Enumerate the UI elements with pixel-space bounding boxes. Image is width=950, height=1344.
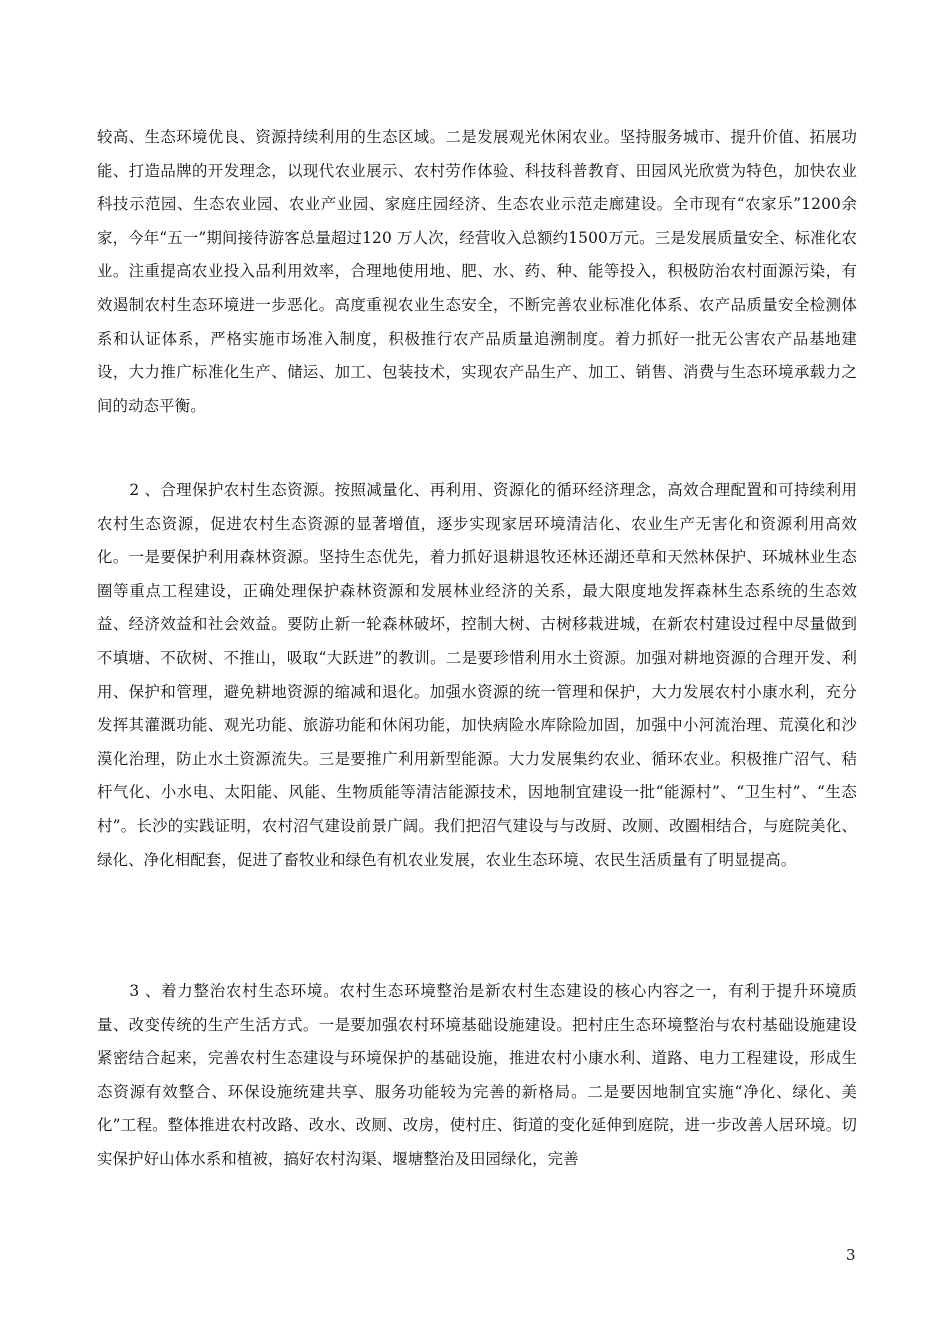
paragraph-section-2: 2 、合理保护农村生态资源。按照减量化、再利用、资源化的循环经济理念，高效合理配置和可持续利用农村生态资源，促进农村生态资源的显著增值，逐步实现家居环境清洁化、农业生产无害化和资源利用高效化。一是要保护利用森林资源。坚持生态优先，着力抓好退耕退牧还林还湖还草和天然林保护、环城林业生态圈等重点工程建设，正确处理保护森林资源和发展林业经济的关系，最大限度地发挥森林生态系统的生态效益、经济效益和社会效益。要防止新一轮森林破坏，控制大树、古树移栽进城，在新农村建设过程中尽量做到不填塘、不砍树、不推山，吸取“大跃进”的教训。二是要珍惜利用水土资源。加强对耕地资源的合理开发、利用、保护和管理，避免耕地资源的缩减和退化。加强水资源的统一管理和保护，大力发展农村小康水利，充分发挥其灌溉功能、观光功能、旅游功能和休闲功能，加快病险水库除险加固，加强中小河流治理、荒漠化和沙漠化治理，防止水土资源流失。三是要推广利用新型能源。大力发展集约农业、循环农业。积极推广沼气、秸杆气化、小水电、太阳能、风能、生物质能等清洁能源技术，因地制宜建设一批“能源村”、“卫生村”、“生态村”。长沙的实践证明，农村沼气建设前景广阔。我们把沼气建设与与改厨、改厕、改圈相结合，与庭院美化、绿化、净化相配套，促进了畜牧业和绿色有机农业发展，农业生态环境、农民生活质量有了明显提高。 [97, 481, 857, 869]
paragraph-section-3: 3 、着力整治农村生态环境。农村生态环境整治是新农村生态建设的核心内容之一，有利于提升环境质量、改变传统的生产生活方式。一是要加强农村环境基础设施建设。把村庄生态环境整治与农村基础设施建设紧密结合起来，完善农村生态建设与环境保护的基础设施，推进农村小康水利、道路、电力工程建设，形成生态资源有效整合、环保设施统建共享、服务功能较为完善的新格局。二是要因地制宜实施“净化、绿化、美化”工程。整体推进农村改路、改水、改厕、改房，使村庄、街道的变化延伸到庭院，进一步改善人居环境。切实保护好山体水系和植被，搞好农村沟渠、堰塘整治及田园绿化，完善 [97, 982, 857, 1168]
paragraph-continued-text: 较高、生态环境优良、资源持续利用的生态区域。二是发展观光休闲农业。坚持服务城市、提升价值、拓展功能、打造品牌的开发理念，以现代农业展示、农村劳作体验、科技科普教育、田园风光欣赏为特色，加快农业科技示范园、生态农业园、农业产业园、家庭庄园经济、生态农业示范走廊建设。全市现有“农家乐”1200余家，今年“五一”期间接待游客总量超过120 万人次，经营收入总额约1500万元。三是发展质量安全、标准化农业。注重提高农业投入品利用效率，合理地使用地、肥、水、药、种、能等投入，积极防治农村面源污染，有效遏制农村生态环境进一步恶化。高度重视农业生态安全，不断完善农业标准化体系、农产品质量安全检测体系和认证体系，严格实施市场准入制度，积极推行农产品质量追溯制度。着力抓好一批无公害农产品基地建设，大力推广标准化生产、储运、加工、包装技术，实现农产品生产、加工、销售、消费与生态环境承载力之间的动态平衡。 [97, 128, 857, 415]
page-number: 3 [846, 1246, 856, 1264]
